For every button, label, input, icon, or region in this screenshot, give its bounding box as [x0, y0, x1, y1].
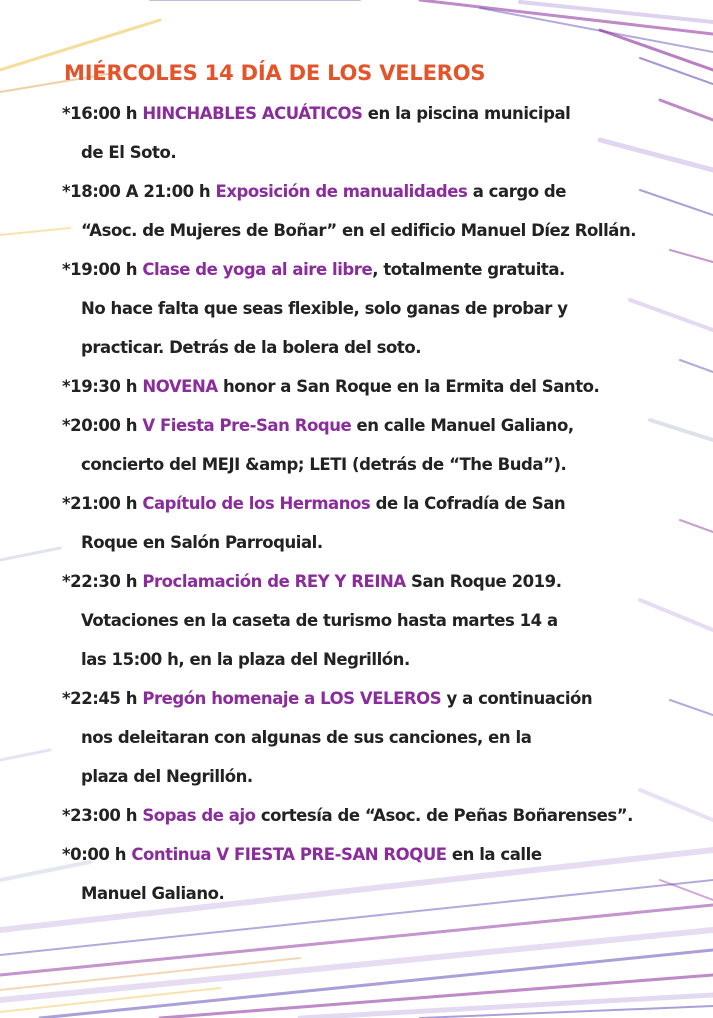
event-item [62, 484, 702, 562]
event-line [62, 406, 702, 445]
event-text: de El Soto. [81, 143, 177, 162]
event-line [62, 172, 702, 211]
event-line [62, 94, 702, 133]
event-text: Votaciones en la caseta de turismo hasta martes 14 a [81, 611, 558, 630]
event-text: No hace falta que seas flexible, solo ganas de probar y [81, 299, 568, 318]
decorative-stripe [0, 750, 50, 760]
event-text: las 15:00 h, en la plaza del Negrillón. [81, 650, 410, 669]
event-line [62, 679, 702, 718]
event-item [62, 562, 702, 679]
event-line [62, 523, 702, 562]
event-line [62, 289, 702, 328]
event-text: Manuel Galiano. [81, 884, 225, 903]
event-line [62, 757, 702, 796]
event-list [62, 94, 702, 913]
event-item [62, 679, 702, 796]
event-line [62, 601, 702, 640]
event-highlight: Capítulo de los Hermanos [142, 494, 371, 513]
event-line [62, 874, 702, 913]
event-line [62, 835, 702, 874]
event-text: *22:30 h [62, 572, 143, 591]
event-text: en la piscina municipal [362, 104, 571, 123]
event-highlight: V Fiesta Pre-San Roque [142, 416, 352, 435]
event-line [62, 796, 702, 835]
event-text: *22:45 h [62, 689, 143, 708]
event-text: nos deleitaran con algunas de sus canciones, en la [81, 728, 532, 747]
event-text: cortesía de “Asoc. de Peñas Boñarenses”. [255, 806, 634, 825]
event-item [62, 172, 702, 250]
page-title: MIÉRCOLES 14 DÍA DE LOS VELEROS [64, 61, 486, 85]
event-item [62, 796, 702, 835]
event-line [62, 445, 702, 484]
event-text: San Roque 2019. [405, 572, 562, 591]
event-line [62, 133, 702, 172]
event-highlight: Exposición de manualidades [215, 182, 468, 201]
event-item [62, 406, 702, 484]
event-line [62, 328, 702, 367]
event-text: en calle Manuel Galiano, [351, 416, 574, 435]
event-text: honor a San Roque en la Ermita del Santo. [217, 377, 600, 396]
event-highlight: Sopas de ajo [142, 806, 256, 825]
decorative-stripe [0, 548, 60, 560]
event-text: practicar. Detrás de la bolera del soto. [81, 338, 422, 357]
event-text: *19:00 h [62, 260, 143, 279]
event-line [62, 367, 702, 406]
event-item [62, 94, 702, 172]
event-line [62, 211, 702, 250]
program-content [62, 58, 702, 913]
event-item [62, 250, 702, 367]
event-text: plaza del Negrillón. [81, 767, 253, 786]
event-highlight: NOVENA [142, 377, 218, 396]
event-text: *21:00 h [62, 494, 143, 513]
event-text: Roque en Salón Parroquial. [81, 533, 323, 552]
event-highlight: Pregón homenaje a LOS VELEROS [142, 689, 442, 708]
event-text: , totalmente gratuita. [372, 260, 565, 279]
event-text: *16:00 h [62, 104, 143, 123]
event-line [62, 640, 702, 679]
event-text: *0:00 h [62, 845, 132, 864]
event-line [62, 562, 702, 601]
event-text: *23:00 h [62, 806, 143, 825]
event-highlight: Proclamación de REY Y REINA [142, 572, 406, 591]
decorative-stripe [0, 228, 70, 235]
event-line [62, 484, 702, 523]
event-highlight: HINCHABLES ACUÁTICOS [142, 104, 363, 123]
event-text: en la calle [446, 845, 542, 864]
event-text: *18:00 A 21:00 h [62, 182, 216, 201]
event-item [62, 367, 702, 406]
event-line [62, 718, 702, 757]
event-text: “Asoc. de Mujeres de Boñar” en el edificio Manuel Díez Rollán. [81, 221, 637, 240]
event-text: de la Cofradía de San [370, 494, 566, 513]
event-highlight: Continua V FIESTA PRE-SAN ROQUE [131, 845, 447, 864]
event-line [62, 250, 702, 289]
event-text: y a continuación [441, 689, 593, 708]
event-text: *19:30 h [62, 377, 143, 396]
event-highlight: Clase de yoga al aire libre [142, 260, 373, 279]
event-item [62, 835, 702, 913]
event-text: concierto del MEJI &amp; LETI (detrás de “The Buda”). [81, 455, 567, 474]
event-text: *20:00 h [62, 416, 143, 435]
event-text: a cargo de [467, 182, 567, 201]
decorative-stripe [520, 2, 713, 22]
